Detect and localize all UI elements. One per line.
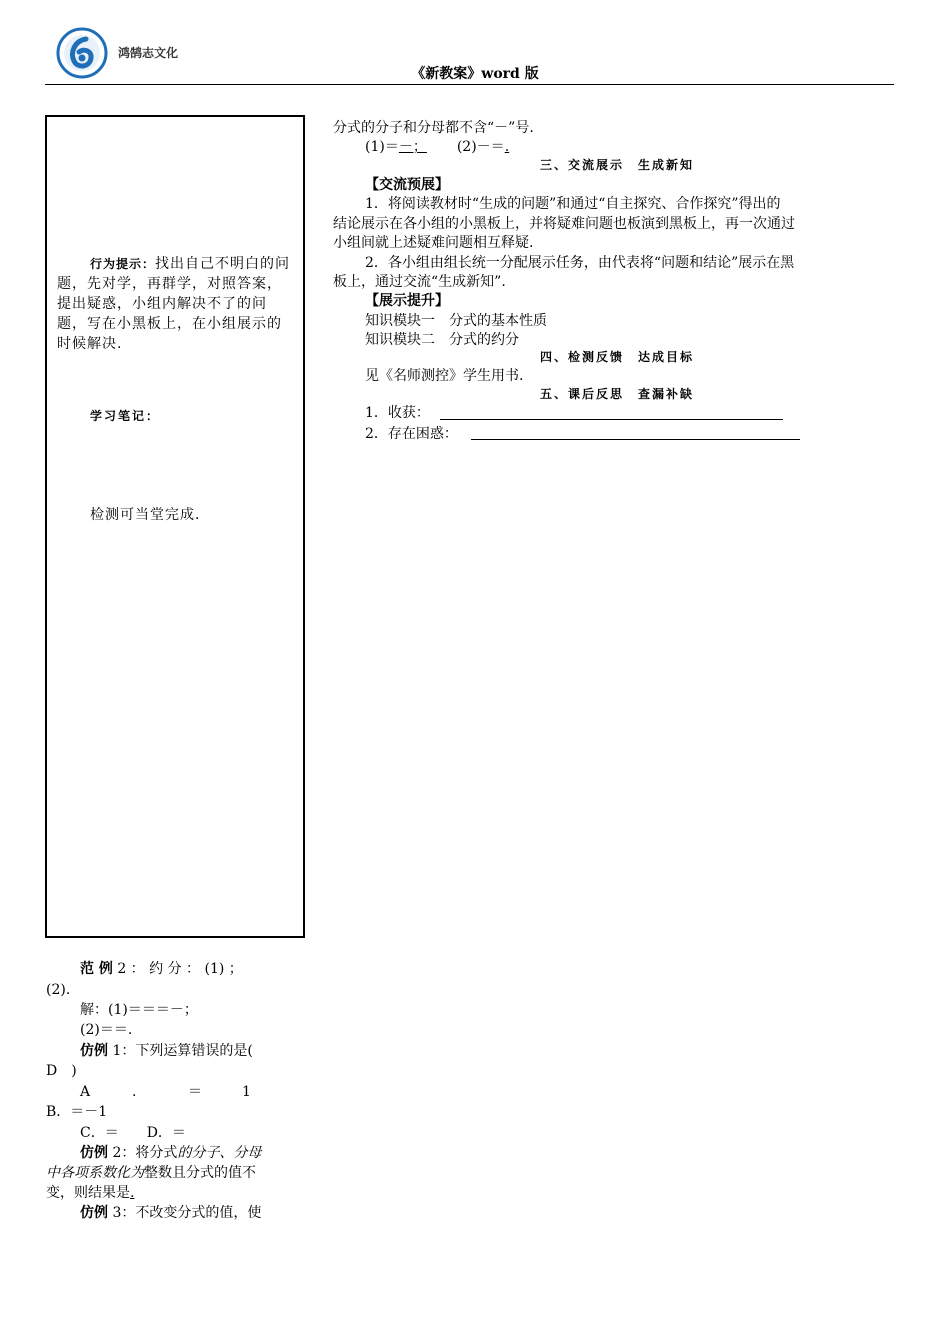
hint-label: 行为提示： [90, 257, 156, 271]
example-2-label: 范 例 [80, 961, 113, 977]
option-a-dot: . [132, 1084, 137, 1100]
sidebar-box [45, 115, 305, 938]
eq1-answer: －； [398, 139, 427, 155]
show-heading: 【展示提升】 [365, 293, 449, 309]
line-numerator-denominator: 分式的分子和分母都不含“－”号. [333, 120, 534, 136]
follow-1-label: 仿例 [80, 1043, 108, 1059]
eq1-prefix: (1)＝ [365, 139, 399, 155]
follow-2-text-a: 2：将分式 [108, 1145, 178, 1161]
follow-1-text: 1：下列运算错误的是( [108, 1043, 253, 1059]
follow-example-1 [80, 1041, 253, 1061]
follow-2-line2-a: 中各项系数化为 [46, 1165, 144, 1181]
solution-2: (2)＝＝. [80, 1022, 133, 1038]
option-b: B．＝－1 [46, 1104, 108, 1120]
hint-text: 找出自己不明白的问题，先对学，再群学，对照答案，提出疑惑，小组内解决不了的问题，写在小黑板上，在小组展示的时候解决. [57, 256, 291, 352]
follow-example-3 [80, 1203, 261, 1223]
preview-heading: 【交流预展】 [365, 177, 449, 193]
follow-2-blank: . [130, 1185, 135, 1201]
check-text: 检测可当堂完成. [90, 507, 201, 523]
follow-example-2-line2 [46, 1163, 256, 1183]
behavior-hint [57, 254, 295, 354]
follow-2-line3: 变，则结果是 [46, 1185, 130, 1201]
gain-field [365, 403, 430, 423]
confusion-label: 2．存在困惑： [365, 426, 458, 442]
eq2-prefix: (2)－＝ [456, 139, 505, 155]
equation-row [365, 137, 509, 157]
gain-label: 1．收获： [365, 405, 430, 421]
brand-name: 鸿鹄志文化 [118, 46, 179, 60]
solution-1: 解：(1)＝＝＝－； [80, 1002, 198, 1018]
section-3-heading: 三、交流展示 生成新知 [540, 158, 695, 172]
reference-book: 见《名师测控》学生用书. [365, 368, 524, 384]
para1-line3: 小组间就上述疑难问题相互释疑. [333, 235, 534, 251]
gain-blank-line [440, 419, 783, 420]
example-2-cont: (2). [46, 982, 71, 998]
para1-line2: 结论展示在各小组的小黑板上，并将疑难问题也板演到黑板上，再一次通过 [333, 216, 795, 232]
follow-2-line2-b: 整数且分式的值不 [144, 1165, 256, 1181]
example-2-text: 2 ： 约 分 ： (1) ； [112, 961, 243, 977]
follow-2-label: 仿例 [80, 1145, 108, 1161]
follow-2-text-b: 的分子、分母 [177, 1145, 262, 1161]
follow-3-text: 3：不改变分式的值，使 [108, 1205, 262, 1221]
para1-line1: 1．将阅读教材时“生成的问题”和通过“自主探究、合作探究”得出的 [365, 196, 781, 212]
para2-line2: 板上，通过交流“生成新知”. [333, 274, 506, 290]
header-rule [45, 84, 894, 85]
confusion-field [365, 424, 458, 444]
knowledge-module-2: 知识模块二 分式的约分 [365, 332, 519, 348]
follow-1-answer: D ) [46, 1063, 77, 1079]
para2-line1: 2．各小组由组长统一分配展示任务，由代表将“问题和结论”展示在黑 [365, 255, 795, 271]
section-4-heading: 四、检测反馈 达成目标 [540, 350, 695, 364]
section-5-heading: 五、课后反思 查漏补缺 [540, 387, 695, 401]
follow-3-label: 仿例 [80, 1205, 108, 1221]
option-a-letter: A [80, 1084, 91, 1100]
follow-example-2-line1 [80, 1143, 261, 1163]
option-a-equals: ＝ [188, 1084, 202, 1100]
eq2-answer: . [504, 139, 510, 155]
knowledge-module-1: 知识模块一 分式的基本性质 [365, 313, 547, 329]
follow-example-2-line3 [46, 1183, 146, 1203]
document-title: 《新教案》word 版 [411, 66, 539, 82]
notes-label: 学习笔记： [90, 409, 161, 423]
confusion-blank-line [471, 439, 800, 440]
option-a-value: 1 [242, 1084, 251, 1100]
example-2 [80, 959, 243, 979]
option-c-d: C．＝ D．＝ [80, 1125, 186, 1141]
